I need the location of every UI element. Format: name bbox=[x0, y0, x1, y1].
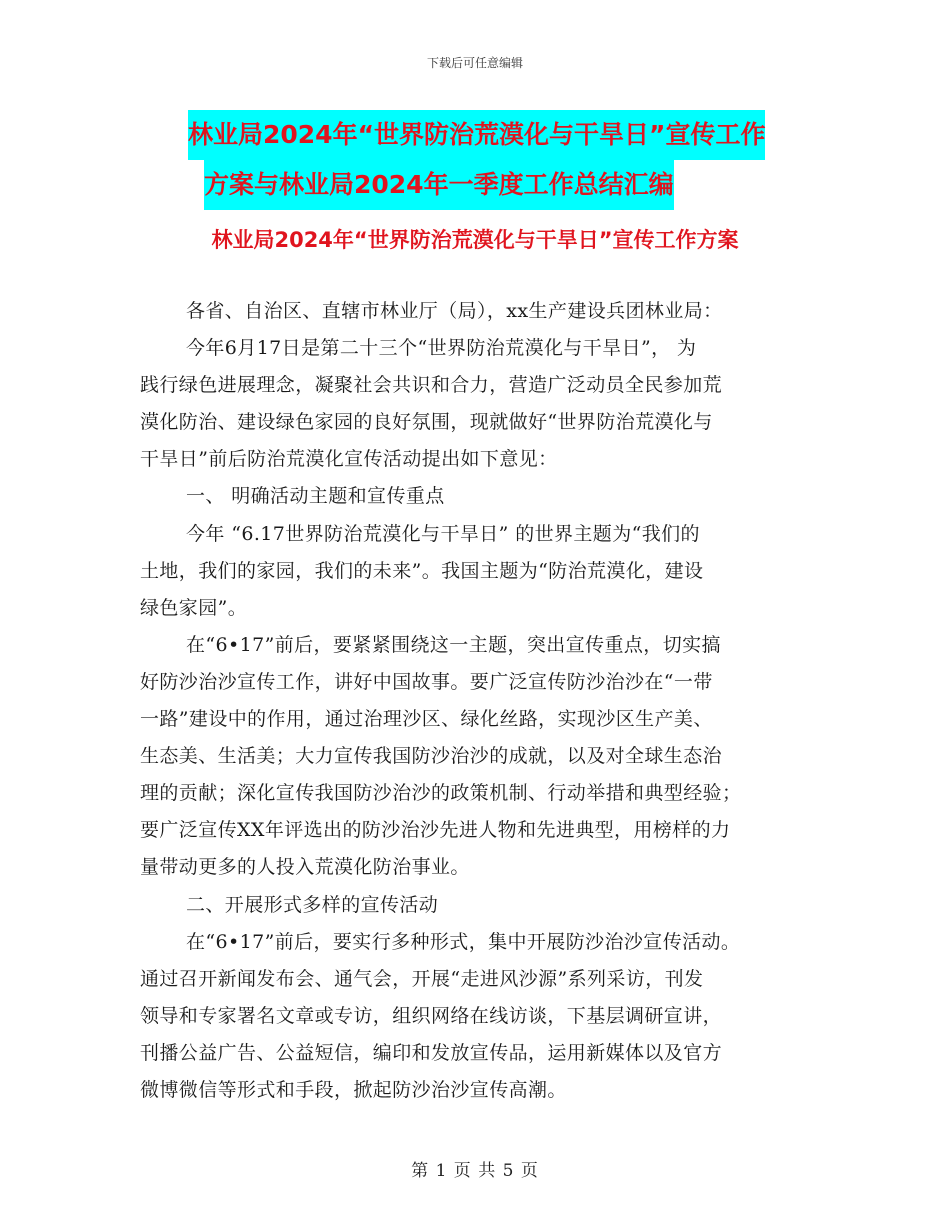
paragraph-line: 践行绿色进展理念，凝聚社会共识和合力，营造广泛动员全民参加荒 bbox=[140, 374, 723, 397]
paragraph-line: 通过召开新闻发布会、通气会，开展“走进风沙源”系列采访，刊发 bbox=[140, 967, 704, 990]
paragraph-line: 今年 “6.17世界防治荒漠化与干旱日” 的世界主题为“我们的 bbox=[186, 522, 700, 545]
main-title bbox=[140, 110, 820, 210]
section-heading: 二、开展形式多样的宣传活动 bbox=[186, 893, 439, 916]
paragraph-line: 生态美、生活美；大力宣传我国防沙治沙的成就，以及对全球生态治 bbox=[140, 745, 723, 768]
paragraph-line: 今年6月17日是第二十三个“世界防治荒漠化与干旱日”， 为 bbox=[186, 337, 697, 360]
paragraph-line: 土地，我们的家园，我们的未来”。我国主题为“防治荒漠化，建设 bbox=[140, 559, 704, 582]
paragraph-line: 在“6•17”前后，要紧紧围绕这一主题，突出宣传重点，切实搞 bbox=[186, 633, 721, 656]
body-text bbox=[140, 293, 820, 1109]
paragraph-line: 刊播公益广告、公益短信，编印和发放宣传品，运用新媒体以及官方 bbox=[140, 1041, 723, 1064]
main-title-line-1: 林业局2024年“世界防治荒漠化与干旱日”宣传工作 bbox=[188, 110, 765, 160]
page-number-footer: 第 1 页 共 5 页 bbox=[411, 1161, 539, 1181]
paragraph-line: 一路”建设中的作用，通过治理沙区、绿化丝路，实现沙区生产美、 bbox=[140, 708, 713, 731]
section-heading: 一、 明确活动主题和宣传重点 bbox=[186, 485, 445, 508]
paragraph-line: 在“6•17”前后，要实行多种形式，集中开展防沙治沙宣传活动。 bbox=[186, 930, 741, 953]
paragraph-line: 好防沙治沙宣传工作，讲好中国故事。要广泛宣传防沙治沙在“一带 bbox=[140, 670, 713, 693]
header-note: 下载后可任意编辑 bbox=[426, 56, 523, 70]
paragraph-line: 绿色家园”。 bbox=[140, 596, 248, 619]
paragraph-line: 漠化防治、建设绿色家园的良好氛围，现就做好“世界防治荒漠化与 bbox=[140, 411, 713, 434]
paragraph-line: 理的贡献；深化宣传我国防沙治沙的政策机制、行动举措和典型经验； bbox=[140, 782, 742, 805]
paragraph-line: 量带动更多的人投入荒漠化防治事业。 bbox=[140, 856, 470, 879]
paragraph-line: 干旱日”前后防治荒漠化宣传活动提出如下意见： bbox=[140, 448, 558, 471]
paragraph-line: 要广泛宣传XX年评选出的防沙治沙先进人物和先进典型，用榜样的力 bbox=[140, 819, 731, 842]
paragraph-line: 领导和专家署名文章或专访，组织网络在线访谈，下基层调研宣讲， bbox=[140, 1004, 723, 1027]
main-title-line-2: 方案与林业局2024年一季度工作总结汇编 bbox=[204, 160, 674, 210]
paragraph-line: 各省、自治区、直辖市林业厅（局），xx生产建设兵团林业局： bbox=[186, 300, 723, 322]
section-title: 林业局2024年“世界防治荒漠化与干旱日”宣传工作方案 bbox=[211, 228, 739, 252]
paragraph-line: 微博微信等形式和手段，掀起防沙治沙宣传高潮。 bbox=[140, 1078, 567, 1101]
